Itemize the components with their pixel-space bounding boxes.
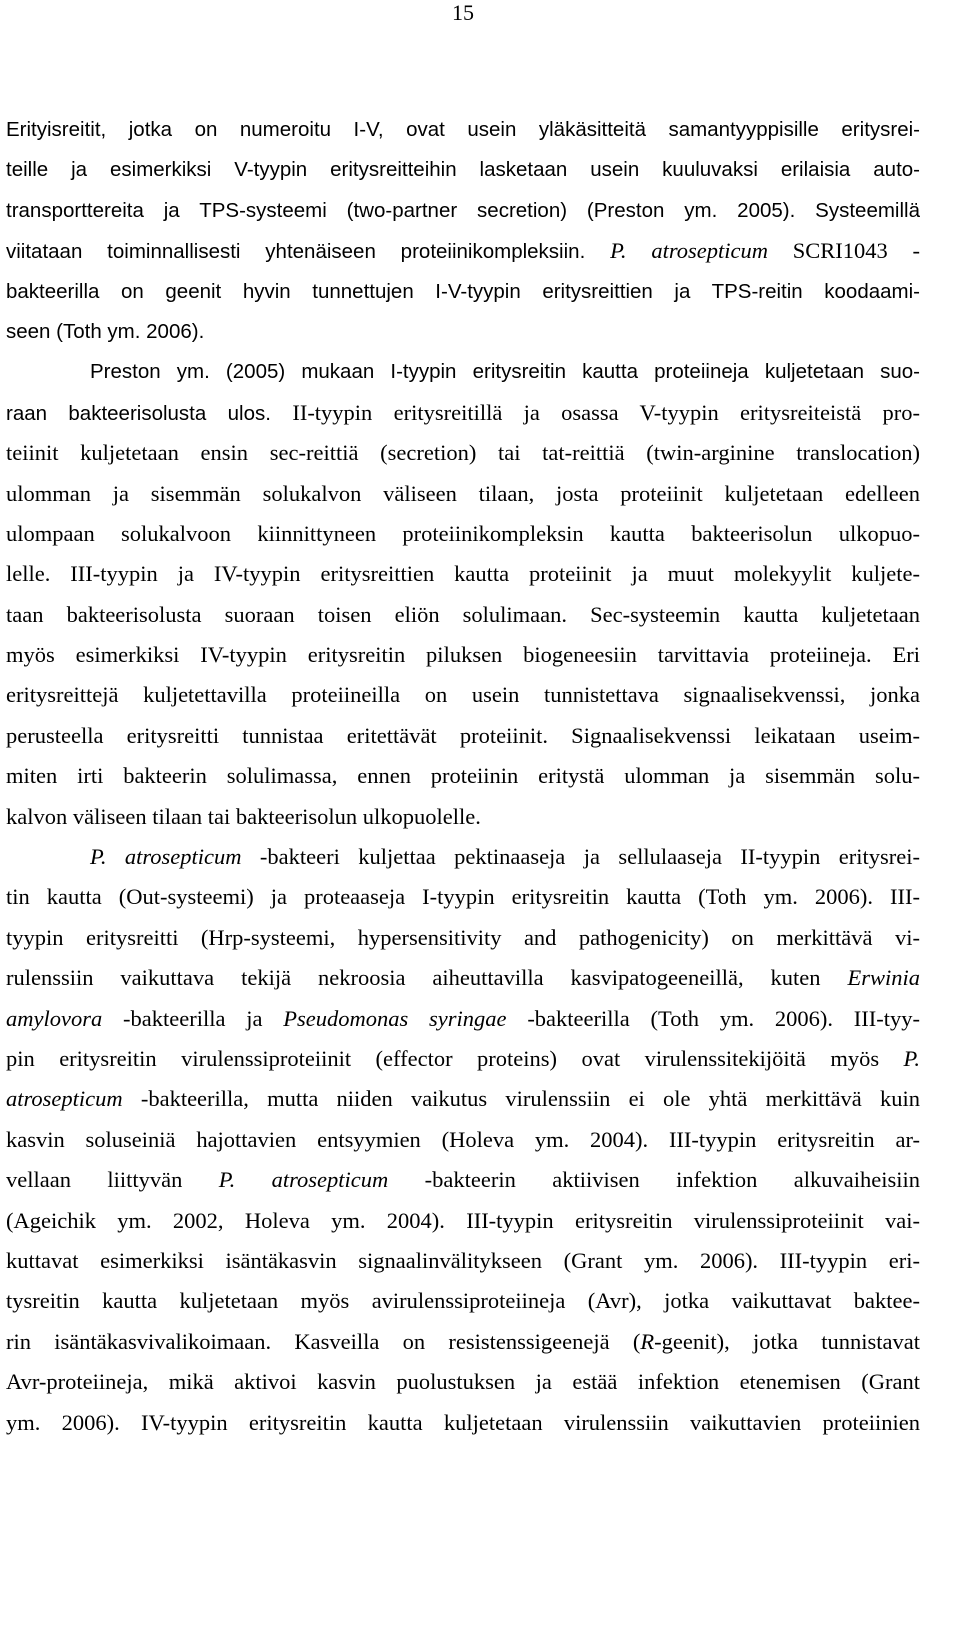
text-line: Preston ym. (2005) mukaan I-tyypin eritysreitin kautta proteiineja kuljetetaan suo- xyxy=(90,360,920,384)
text-line: vellaan liittyvän P. atrosepticum -bakteerin aktiivisen infektion alkuvaiheisiin xyxy=(6,1167,920,1193)
text-line: eritysreittejä kuljetettavilla proteiineilla on usein tunnistettava signaalisekvenssi, jonka xyxy=(6,682,920,708)
text-line: atrosepticum -bakteerilla, mutta niiden vaikutus virulenssiin ei ole yhtä merkittävä kuin xyxy=(6,1086,920,1112)
text-line: lelle. III-tyypin ja IV-tyypin eritysreittien kautta proteiinit ja muut molekyylit kuljete- xyxy=(6,561,920,587)
text-line: seen (Toth ym. 2006). xyxy=(6,319,205,343)
text-line: P. atrosepticum -bakteeri kuljettaa pektinaaseja ja sellulaaseja II-tyypin eritysrei- xyxy=(90,844,920,870)
text-line: rulenssiin vaikuttava tekijä nekroosia aiheuttavilla kasvipatogeeneillä, kuten Erwinia xyxy=(6,965,920,991)
text-line: raan bakteerisolusta ulos. II-tyypin eritysreitillä ja osassa V-tyypin eritysreiteistä pro- xyxy=(6,399,920,425)
page-number: 15 xyxy=(452,0,474,25)
text-line: Avr-proteiineja, mikä aktivoi kasvin puolustuksen ja estää infektion etenemisen (Grant xyxy=(6,1369,920,1395)
body-text xyxy=(6,110,920,1443)
text-line: ulompaan solukalvoon kiinnittyneen proteiinikompleksin kautta bakteerisolun ulkopuo- xyxy=(6,520,920,546)
text-line: rin isäntäkasvivalikoimaan. Kasveilla on resistenssigeenejä (R-geenit), jotka tunnistavat xyxy=(6,1328,920,1354)
text-line: tysreitin kautta kuljetetaan myös avirulenssiproteiineja (Avr), jotka vaikuttavat baktee- xyxy=(6,1288,920,1314)
text-line: bakteerilla on geenit hyvin tunnettujen I-V-tyypin eritysreittien ja TPS-reitin koodaami- xyxy=(6,279,920,303)
text-line: Erityisreitit, jotka on numeroitu I-V, ovat usein yläkäsitteitä samantyyppisille eritysrei- xyxy=(6,118,920,141)
text-line: ulomman ja sisemmän solukalvon väliseen tilaan, josta proteiinit kuljetetaan edelleen xyxy=(6,480,920,506)
text-line: teille ja esimerkiksi V-tyypin eritysreitteihin lasketaan usein kuuluvaksi erilaisia auto- xyxy=(6,158,920,182)
text-line: kuttavat esimerkiksi isäntäkasvin signaalinvälitykseen (Grant ym. 2006). III-tyypin eri- xyxy=(6,1247,920,1273)
text-line: perusteella eritysreitti tunnistaa eritettävät proteiinit. Signaalisekvenssi leikataan useim- xyxy=(6,722,920,748)
text-line: taan bakteerisolusta suoraan toisen eliön solulimaan. Sec-systeemin kautta kuljetetaan xyxy=(6,601,920,627)
text-line: tyypin eritysreitti (Hrp-systeemi, hypersensitivity and pathogenicity) on merkittävä vi- xyxy=(6,924,920,950)
text-line: kalvon väliseen tilaan tai bakteerisolun ulkopuolelle. xyxy=(6,803,481,829)
text-line: tin kautta (Out-systeemi) ja proteaaseja I-tyypin eritysreitin kautta (Toth ym. 2006). III- xyxy=(6,884,920,910)
text-line: kasvin soluseiniä hajottavien entsyymien (Holeva ym. 2004). III-tyypin eritysreitin ar- xyxy=(6,1126,920,1152)
text-line: (Ageichik ym. 2002, Holeva ym. 2004). III-tyypin eritysreitin virulenssiproteiinit vai- xyxy=(6,1207,920,1233)
text-line: transporttereita ja TPS-systeemi (two-partner secretion) (Preston ym. 2005). Systeemillä xyxy=(6,198,920,222)
text-line: amylovora -bakteerilla ja Pseudomonas syringae -bakteerilla (Toth ym. 2006). III-tyy- xyxy=(6,1005,920,1031)
text-line: miten irti bakteerin solulimassa, ennen proteiinin eritystä ulomman ja sisemmän solu- xyxy=(6,763,920,789)
text-line: ym. 2006). IV-tyypin eritysreitin kautta kuljetetaan virulenssiin vaikuttavien proteiinien xyxy=(6,1409,920,1435)
text-line: viitataan toiminnallisesti yhtenäiseen proteiinikompleksiin. P. atrosepticum SCRI1043 - xyxy=(6,238,920,264)
text-line: myös esimerkiksi IV-tyypin eritysreitin piluksen biogeneesiin tarvittavia proteiineja. Eri xyxy=(6,642,920,668)
text-line: teiinit kuljetetaan ensin sec-reittiä (secretion) tai tat-reittiä (twin-arginine translocation) xyxy=(6,440,920,466)
text-line: pin eritysreitin virulenssiproteiinit (effector proteins) ovat virulenssitekijöitä myös P. xyxy=(6,1045,920,1071)
